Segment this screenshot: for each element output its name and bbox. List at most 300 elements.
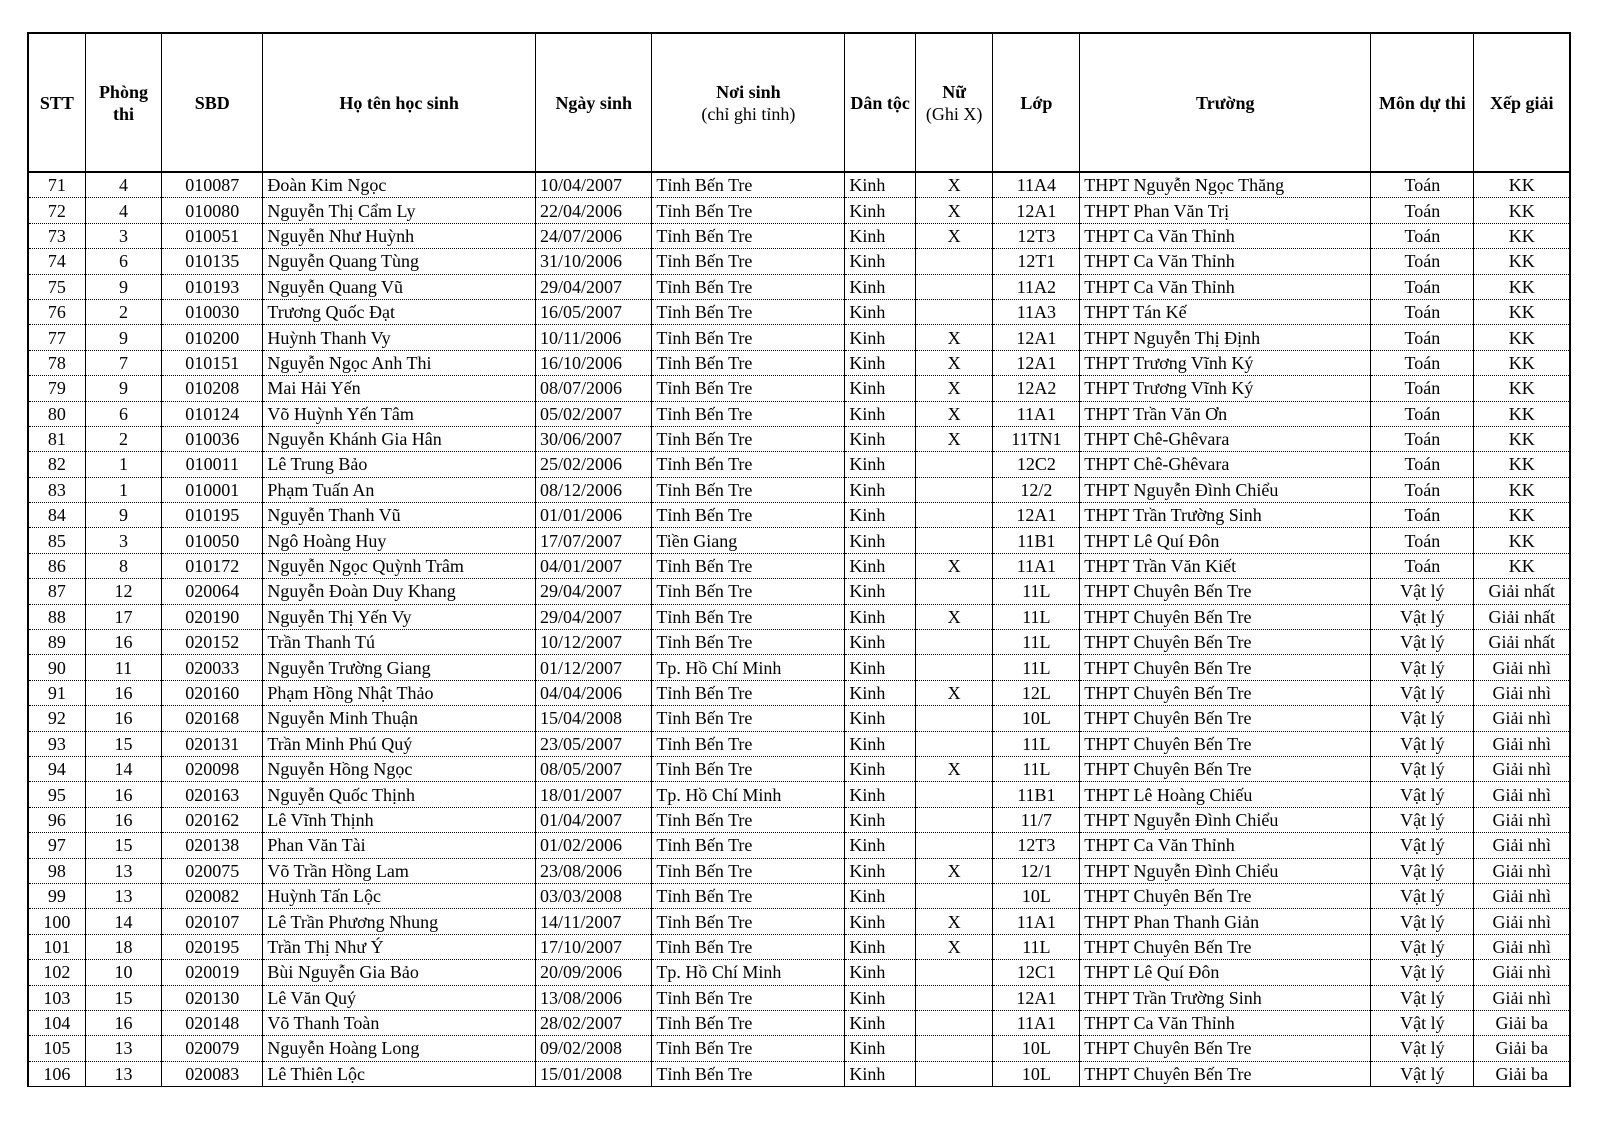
cell-nu xyxy=(915,274,993,299)
cell-ngay-sinh: 01/12/2007 xyxy=(536,655,652,680)
cell-truong: THPT Ca Văn Thỉnh xyxy=(1080,249,1371,274)
cell-sbd: 020160 xyxy=(162,680,263,705)
cell-mon: Vật lý xyxy=(1371,960,1474,985)
table-row xyxy=(28,909,1570,934)
cell-ho-ten: Nguyễn Thị Cẩm Ly xyxy=(263,198,536,223)
cell-sbd: 020098 xyxy=(162,756,263,781)
cell-phong-thi: 16 xyxy=(85,1010,162,1035)
cell-stt: 95 xyxy=(28,782,85,807)
cell-sbd: 020130 xyxy=(162,985,263,1010)
cell-sbd: 010001 xyxy=(162,477,263,502)
header-stt: STT xyxy=(28,33,85,172)
cell-truong: THPT Ca Văn Thỉnh xyxy=(1080,1010,1371,1035)
cell-stt: 105 xyxy=(28,1036,85,1061)
cell-dan-toc: Kinh xyxy=(845,630,915,655)
cell-nu: X xyxy=(915,604,993,629)
cell-ho-ten: Phạm Tuấn An xyxy=(263,477,536,502)
cell-ho-ten: Võ Thanh Toàn xyxy=(263,1010,536,1035)
cell-truong: THPT Chê-Ghêvara xyxy=(1080,426,1371,451)
cell-sbd: 010051 xyxy=(162,223,263,248)
cell-stt: 85 xyxy=(28,528,85,553)
table-row xyxy=(28,223,1570,248)
cell-truong: THPT Phan Thanh Giản xyxy=(1080,909,1371,934)
table-row xyxy=(28,172,1570,198)
table-row xyxy=(28,960,1570,985)
table-row xyxy=(28,376,1570,401)
cell-xep-giai: KK xyxy=(1474,274,1570,299)
cell-nu xyxy=(915,452,993,477)
cell-phong-thi: 14 xyxy=(85,756,162,781)
cell-mon: Vật lý xyxy=(1371,782,1474,807)
table-row xyxy=(28,198,1570,223)
cell-noi-sinh: Tỉnh Bến Tre xyxy=(652,934,845,959)
cell-dan-toc: Kinh xyxy=(845,223,915,248)
cell-noi-sinh: Tỉnh Bến Tre xyxy=(652,807,845,832)
cell-ho-ten: Nguyễn Hoàng Long xyxy=(263,1036,536,1061)
cell-mon: Vật lý xyxy=(1371,934,1474,959)
cell-xep-giai: Giải nhất xyxy=(1474,579,1570,604)
cell-ho-ten: Nguyễn Minh Thuận xyxy=(263,706,536,731)
cell-lop: 12/2 xyxy=(993,477,1080,502)
cell-nu: X xyxy=(915,198,993,223)
cell-phong-thi: 9 xyxy=(85,274,162,299)
cell-xep-giai: Giải ba xyxy=(1474,1036,1570,1061)
cell-dan-toc: Kinh xyxy=(845,706,915,731)
cell-phong-thi: 16 xyxy=(85,782,162,807)
cell-lop: 11A1 xyxy=(993,553,1080,578)
cell-nu xyxy=(915,883,993,908)
cell-ngay-sinh: 10/11/2006 xyxy=(536,325,652,350)
cell-phong-thi: 13 xyxy=(85,1061,162,1086)
cell-mon: Vật lý xyxy=(1371,604,1474,629)
cell-dan-toc: Kinh xyxy=(845,452,915,477)
table-body xyxy=(28,172,1570,1087)
cell-dan-toc: Kinh xyxy=(845,350,915,375)
cell-stt: 90 xyxy=(28,655,85,680)
cell-noi-sinh: Tỉnh Bến Tre xyxy=(652,477,845,502)
cell-xep-giai: Giải nhì xyxy=(1474,833,1570,858)
cell-sbd: 020162 xyxy=(162,807,263,832)
cell-nu: X xyxy=(915,401,993,426)
cell-phong-thi: 7 xyxy=(85,350,162,375)
cell-ho-ten: Lê Vĩnh Thịnh xyxy=(263,807,536,832)
cell-truong: THPT Chuyên Bến Tre xyxy=(1080,1036,1371,1061)
cell-mon: Toán xyxy=(1371,528,1474,553)
table-row xyxy=(28,655,1570,680)
cell-lop: 10L xyxy=(993,706,1080,731)
cell-noi-sinh: Tỉnh Bến Tre xyxy=(652,630,845,655)
cell-stt: 97 xyxy=(28,833,85,858)
header-dan-toc: Dân tộc xyxy=(845,33,915,172)
cell-phong-thi: 1 xyxy=(85,452,162,477)
cell-sbd: 020152 xyxy=(162,630,263,655)
cell-ho-ten: Phan Văn Tài xyxy=(263,833,536,858)
cell-truong: THPT Ca Văn Thỉnh xyxy=(1080,833,1371,858)
cell-lop: 11L xyxy=(993,579,1080,604)
cell-ngay-sinh: 03/03/2008 xyxy=(536,883,652,908)
cell-mon: Vật lý xyxy=(1371,1061,1474,1086)
cell-xep-giai: KK xyxy=(1474,452,1570,477)
cell-xep-giai: KK xyxy=(1474,198,1570,223)
cell-mon: Vật lý xyxy=(1371,731,1474,756)
cell-truong: THPT Chuyên Bến Tre xyxy=(1080,680,1371,705)
cell-dan-toc: Kinh xyxy=(845,807,915,832)
cell-dan-toc: Kinh xyxy=(845,985,915,1010)
cell-noi-sinh: Tỉnh Bến Tre xyxy=(652,274,845,299)
cell-ho-ten: Nguyễn Thị Yến Vy xyxy=(263,604,536,629)
table-row xyxy=(28,1036,1570,1061)
cell-sbd: 020107 xyxy=(162,909,263,934)
cell-stt: 76 xyxy=(28,299,85,324)
cell-dan-toc: Kinh xyxy=(845,680,915,705)
cell-nu xyxy=(915,960,993,985)
cell-dan-toc: Kinh xyxy=(845,325,915,350)
cell-xep-giai: KK xyxy=(1474,172,1570,198)
cell-phong-thi: 4 xyxy=(85,172,162,198)
cell-noi-sinh: Tỉnh Bến Tre xyxy=(652,452,845,477)
cell-dan-toc: Kinh xyxy=(845,1061,915,1086)
cell-lop: 10L xyxy=(993,1061,1080,1086)
cell-ho-ten: Nguyễn Đoàn Duy Khang xyxy=(263,579,536,604)
cell-mon: Vật lý xyxy=(1371,1036,1474,1061)
cell-mon: Vật lý xyxy=(1371,579,1474,604)
header-phong-thi xyxy=(85,33,162,172)
cell-stt: 103 xyxy=(28,985,85,1010)
cell-phong-thi: 17 xyxy=(85,604,162,629)
cell-noi-sinh: Tỉnh Bến Tre xyxy=(652,249,845,274)
cell-phong-thi: 15 xyxy=(85,985,162,1010)
cell-truong: THPT Nguyễn Đình Chiểu xyxy=(1080,477,1371,502)
cell-ngay-sinh: 15/01/2008 xyxy=(536,1061,652,1086)
cell-lop: 12T1 xyxy=(993,249,1080,274)
cell-stt: 75 xyxy=(28,274,85,299)
cell-mon: Vật lý xyxy=(1371,985,1474,1010)
cell-mon: Vật lý xyxy=(1371,858,1474,883)
cell-xep-giai: KK xyxy=(1474,477,1570,502)
table-row xyxy=(28,1061,1570,1086)
cell-stt: 102 xyxy=(28,960,85,985)
cell-nu: X xyxy=(915,858,993,883)
cell-ho-ten: Lê Thiên Lộc xyxy=(263,1061,536,1086)
cell-noi-sinh: Tỉnh Bến Tre xyxy=(652,680,845,705)
cell-xep-giai: Giải nhì xyxy=(1474,934,1570,959)
cell-truong: THPT Chuyên Bến Tre xyxy=(1080,630,1371,655)
cell-xep-giai: Giải nhì xyxy=(1474,883,1570,908)
cell-dan-toc: Kinh xyxy=(845,1036,915,1061)
cell-xep-giai: KK xyxy=(1474,528,1570,553)
cell-lop: 11/7 xyxy=(993,807,1080,832)
cell-ho-ten: Nguyễn Trường Giang xyxy=(263,655,536,680)
cell-stt: 91 xyxy=(28,680,85,705)
cell-mon: Vật lý xyxy=(1371,655,1474,680)
header-nu xyxy=(915,33,993,172)
cell-phong-thi: 16 xyxy=(85,807,162,832)
table-row xyxy=(28,706,1570,731)
cell-xep-giai: KK xyxy=(1474,553,1570,578)
cell-nu: X xyxy=(915,325,993,350)
cell-xep-giai: KK xyxy=(1474,376,1570,401)
cell-mon: Toán xyxy=(1371,299,1474,324)
cell-ngay-sinh: 29/04/2007 xyxy=(536,604,652,629)
cell-stt: 94 xyxy=(28,756,85,781)
cell-noi-sinh: Tỉnh Bến Tre xyxy=(652,579,845,604)
cell-nu xyxy=(915,833,993,858)
cell-lop: 11TN1 xyxy=(993,426,1080,451)
header-ngay-sinh: Ngày sinh xyxy=(536,33,652,172)
cell-mon: Toán xyxy=(1371,350,1474,375)
cell-nu xyxy=(915,630,993,655)
cell-noi-sinh: Tỉnh Bến Tre xyxy=(652,299,845,324)
cell-truong: THPT Tán Kế xyxy=(1080,299,1371,324)
cell-xep-giai: Giải ba xyxy=(1474,1061,1570,1086)
cell-nu xyxy=(915,503,993,528)
cell-mon: Toán xyxy=(1371,274,1474,299)
cell-nu xyxy=(915,579,993,604)
table-row xyxy=(28,477,1570,502)
cell-lop: 11A1 xyxy=(993,401,1080,426)
cell-phong-thi: 16 xyxy=(85,680,162,705)
cell-mon: Vật lý xyxy=(1371,807,1474,832)
table-row xyxy=(28,452,1570,477)
cell-sbd: 010151 xyxy=(162,350,263,375)
cell-ho-ten: Nguyễn Quang Tùng xyxy=(263,249,536,274)
header-noi-sinh-line2: (chỉ ghi tỉnh) xyxy=(701,103,796,124)
cell-phong-thi: 6 xyxy=(85,249,162,274)
cell-noi-sinh: Tỉnh Bến Tre xyxy=(652,426,845,451)
cell-dan-toc: Kinh xyxy=(845,401,915,426)
cell-phong-thi: 9 xyxy=(85,376,162,401)
header-ho-ten: Họ tên học sinh xyxy=(263,33,536,172)
cell-stt: 89 xyxy=(28,630,85,655)
cell-phong-thi: 13 xyxy=(85,1036,162,1061)
cell-nu xyxy=(915,706,993,731)
cell-phong-thi: 8 xyxy=(85,553,162,578)
cell-phong-thi: 16 xyxy=(85,630,162,655)
cell-dan-toc: Kinh xyxy=(845,782,915,807)
cell-nu xyxy=(915,299,993,324)
cell-stt: 82 xyxy=(28,452,85,477)
cell-stt: 80 xyxy=(28,401,85,426)
cell-sbd: 010124 xyxy=(162,401,263,426)
cell-dan-toc: Kinh xyxy=(845,198,915,223)
table-row xyxy=(28,807,1570,832)
cell-xep-giai: Giải nhì xyxy=(1474,731,1570,756)
table-row xyxy=(28,782,1570,807)
cell-phong-thi: 13 xyxy=(85,883,162,908)
cell-sbd: 010172 xyxy=(162,553,263,578)
cell-ngay-sinh: 18/01/2007 xyxy=(536,782,652,807)
cell-sbd: 020138 xyxy=(162,833,263,858)
cell-stt: 86 xyxy=(28,553,85,578)
cell-lop: 12A1 xyxy=(993,198,1080,223)
cell-lop: 11A4 xyxy=(993,172,1080,198)
table-row xyxy=(28,299,1570,324)
cell-phong-thi: 12 xyxy=(85,579,162,604)
cell-sbd: 010193 xyxy=(162,274,263,299)
cell-sbd: 020082 xyxy=(162,883,263,908)
cell-lop: 11L xyxy=(993,655,1080,680)
cell-mon: Vật lý xyxy=(1371,630,1474,655)
cell-stt: 78 xyxy=(28,350,85,375)
cell-nu: X xyxy=(915,350,993,375)
cell-ngay-sinh: 22/04/2006 xyxy=(536,198,652,223)
cell-dan-toc: Kinh xyxy=(845,1010,915,1035)
cell-truong: THPT Chuyên Bến Tre xyxy=(1080,731,1371,756)
cell-truong: THPT Chê-Ghêvara xyxy=(1080,452,1371,477)
cell-phong-thi: 3 xyxy=(85,528,162,553)
table-header xyxy=(28,33,1570,172)
cell-noi-sinh: Tỉnh Bến Tre xyxy=(652,1010,845,1035)
cell-noi-sinh: Tỉnh Bến Tre xyxy=(652,604,845,629)
cell-mon: Toán xyxy=(1371,426,1474,451)
cell-xep-giai: Giải nhì xyxy=(1474,655,1570,680)
cell-dan-toc: Kinh xyxy=(845,299,915,324)
cell-ngay-sinh: 01/01/2006 xyxy=(536,503,652,528)
cell-lop: 11L xyxy=(993,731,1080,756)
cell-xep-giai: KK xyxy=(1474,249,1570,274)
cell-ho-ten: Lê Trần Phương Nhung xyxy=(263,909,536,934)
cell-sbd: 010195 xyxy=(162,503,263,528)
cell-noi-sinh: Tỉnh Bến Tre xyxy=(652,909,845,934)
cell-lop: 12C1 xyxy=(993,960,1080,985)
cell-mon: Toán xyxy=(1371,477,1474,502)
cell-noi-sinh: Tỉnh Bến Tre xyxy=(652,376,845,401)
cell-ho-ten: Lê Văn Quý xyxy=(263,985,536,1010)
cell-mon: Toán xyxy=(1371,401,1474,426)
cell-ngay-sinh: 08/12/2006 xyxy=(536,477,652,502)
cell-ho-ten: Phạm Hồng Nhật Thảo xyxy=(263,680,536,705)
cell-phong-thi: 2 xyxy=(85,299,162,324)
cell-mon: Vật lý xyxy=(1371,1010,1474,1035)
cell-sbd: 010036 xyxy=(162,426,263,451)
table-row xyxy=(28,934,1570,959)
cell-nu xyxy=(915,249,993,274)
cell-noi-sinh: Tỉnh Bến Tre xyxy=(652,198,845,223)
cell-noi-sinh: Tỉnh Bến Tre xyxy=(652,985,845,1010)
cell-truong: THPT Chuyên Bến Tre xyxy=(1080,604,1371,629)
cell-truong: THPT Trương Vĩnh Ký xyxy=(1080,350,1371,375)
cell-phong-thi: 18 xyxy=(85,934,162,959)
cell-dan-toc: Kinh xyxy=(845,274,915,299)
header-lop: Lớp xyxy=(993,33,1080,172)
cell-sbd: 020195 xyxy=(162,934,263,959)
cell-noi-sinh: Tỉnh Bến Tre xyxy=(652,756,845,781)
cell-nu: X xyxy=(915,426,993,451)
cell-dan-toc: Kinh xyxy=(845,756,915,781)
cell-noi-sinh: Tp. Hồ Chí Minh xyxy=(652,960,845,985)
cell-sbd: 010135 xyxy=(162,249,263,274)
header-noi-sinh xyxy=(652,33,845,172)
cell-ho-ten: Nguyễn Như Huỳnh xyxy=(263,223,536,248)
cell-mon: Toán xyxy=(1371,249,1474,274)
header-nu-line2: (Ghi X) xyxy=(925,103,983,124)
cell-ngay-sinh: 14/11/2007 xyxy=(536,909,652,934)
cell-xep-giai: KK xyxy=(1474,426,1570,451)
cell-stt: 72 xyxy=(28,198,85,223)
cell-sbd: 010087 xyxy=(162,172,263,198)
table-row xyxy=(28,731,1570,756)
cell-lop: 12A1 xyxy=(993,985,1080,1010)
cell-truong: THPT Phan Văn Trị xyxy=(1080,198,1371,223)
cell-ngay-sinh: 25/02/2006 xyxy=(536,452,652,477)
cell-ho-ten: Huỳnh Tấn Lộc xyxy=(263,883,536,908)
header-truong: Trường xyxy=(1080,33,1371,172)
cell-ngay-sinh: 10/04/2007 xyxy=(536,172,652,198)
cell-ngay-sinh: 13/08/2006 xyxy=(536,985,652,1010)
cell-truong: THPT Chuyên Bến Tre xyxy=(1080,934,1371,959)
cell-ho-ten: Bùi Nguyễn Gia Bảo xyxy=(263,960,536,985)
cell-nu xyxy=(915,782,993,807)
cell-xep-giai: Giải nhì xyxy=(1474,756,1570,781)
cell-truong: THPT Lê Quí Đôn xyxy=(1080,960,1371,985)
cell-phong-thi: 4 xyxy=(85,198,162,223)
cell-dan-toc: Kinh xyxy=(845,883,915,908)
cell-truong: THPT Nguyễn Thị Định xyxy=(1080,325,1371,350)
cell-stt: 74 xyxy=(28,249,85,274)
cell-stt: 96 xyxy=(28,807,85,832)
cell-ho-ten: Mai Hải Yến xyxy=(263,376,536,401)
cell-phong-thi: 10 xyxy=(85,960,162,985)
cell-xep-giai: Giải nhất xyxy=(1474,630,1570,655)
cell-truong: THPT Chuyên Bến Tre xyxy=(1080,655,1371,680)
cell-truong: THPT Chuyên Bến Tre xyxy=(1080,883,1371,908)
cell-sbd: 020075 xyxy=(162,858,263,883)
cell-lop: 12T3 xyxy=(993,223,1080,248)
cell-ho-ten: Trần Thanh Tú xyxy=(263,630,536,655)
header-nu-line1: Nữ xyxy=(942,81,967,102)
cell-lop: 12C2 xyxy=(993,452,1080,477)
cell-phong-thi: 9 xyxy=(85,325,162,350)
cell-phong-thi: 15 xyxy=(85,731,162,756)
cell-stt: 106 xyxy=(28,1061,85,1086)
cell-mon: Toán xyxy=(1371,376,1474,401)
cell-ho-ten: Nguyễn Thanh Vũ xyxy=(263,503,536,528)
cell-lop: 11L xyxy=(993,604,1080,629)
cell-stt: 73 xyxy=(28,223,85,248)
cell-ngay-sinh: 10/12/2007 xyxy=(536,630,652,655)
cell-xep-giai: KK xyxy=(1474,223,1570,248)
table-row xyxy=(28,858,1570,883)
cell-noi-sinh: Tỉnh Bến Tre xyxy=(652,883,845,908)
cell-mon: Toán xyxy=(1371,198,1474,223)
cell-ngay-sinh: 04/01/2007 xyxy=(536,553,652,578)
cell-ho-ten: Đoàn Kim Ngọc xyxy=(263,172,536,198)
cell-sbd: 020168 xyxy=(162,706,263,731)
cell-phong-thi: 15 xyxy=(85,833,162,858)
cell-nu xyxy=(915,1036,993,1061)
table-row xyxy=(28,1010,1570,1035)
cell-noi-sinh: Tỉnh Bến Tre xyxy=(652,706,845,731)
cell-nu xyxy=(915,985,993,1010)
cell-lop: 12A1 xyxy=(993,350,1080,375)
cell-xep-giai: Giải nhì xyxy=(1474,807,1570,832)
cell-stt: 84 xyxy=(28,503,85,528)
cell-lop: 12A2 xyxy=(993,376,1080,401)
cell-mon: Vật lý xyxy=(1371,833,1474,858)
cell-lop: 10L xyxy=(993,883,1080,908)
cell-ho-ten: Trần Minh Phú Quý xyxy=(263,731,536,756)
cell-phong-thi: 16 xyxy=(85,706,162,731)
cell-ho-ten: Nguyễn Ngọc Quỳnh Trâm xyxy=(263,553,536,578)
cell-noi-sinh: Tỉnh Bến Tre xyxy=(652,401,845,426)
cell-noi-sinh: Tỉnh Bến Tre xyxy=(652,172,845,198)
cell-lop: 11B1 xyxy=(993,528,1080,553)
cell-ngay-sinh: 05/02/2007 xyxy=(536,401,652,426)
cell-xep-giai: Giải nhì xyxy=(1474,960,1570,985)
cell-ngay-sinh: 16/05/2007 xyxy=(536,299,652,324)
cell-ngay-sinh: 28/02/2007 xyxy=(536,1010,652,1035)
cell-noi-sinh: Tỉnh Bến Tre xyxy=(652,1036,845,1061)
